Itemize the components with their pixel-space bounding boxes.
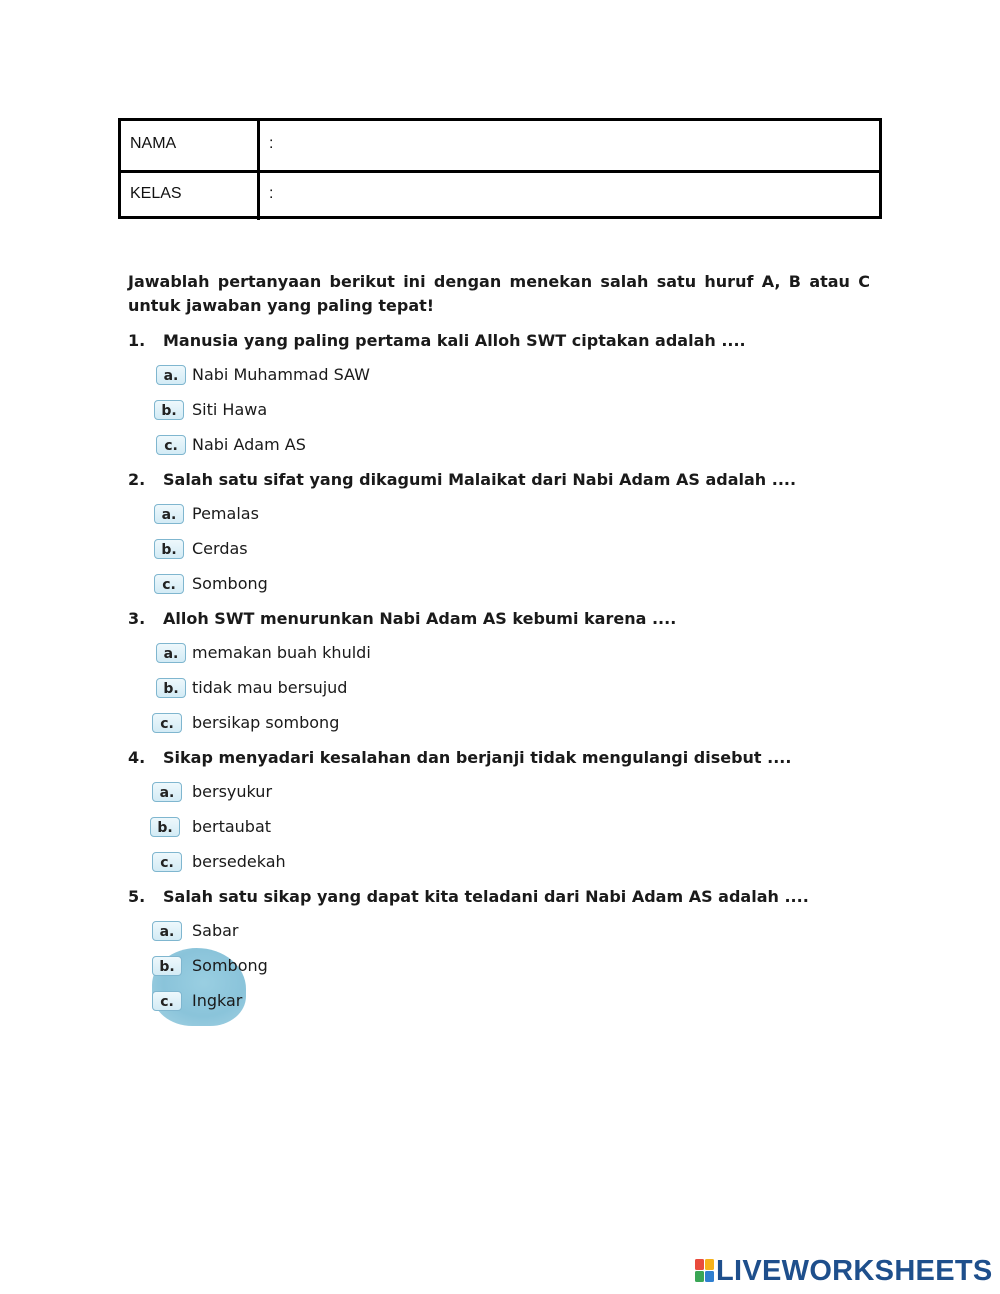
option-text: Ingkar [192,991,243,1010]
option-letter-button[interactable]: c. [154,574,184,594]
option-letter-button[interactable]: b. [150,817,180,837]
instruction-text: Jawablah pertanyaan berikut ini dengan menekan salah satu huruf A, B atau C untuk jawaban yang paling tepat! [128,272,870,315]
option-letter-button[interactable]: c. [152,852,182,872]
class-label: KELAS [130,185,182,202]
liveworksheets-wordmark: LIVEWORKSHEETS [716,1255,993,1287]
question-number: 2. [128,470,146,489]
option-text: Sabar [192,921,239,940]
name-row [121,121,879,173]
question-number: 3. [128,609,146,628]
option-text: tidak mau bersujud [192,678,348,697]
option-letter-button[interactable]: c. [152,713,182,733]
identity-table [118,118,882,219]
option-letter-button[interactable]: a. [152,921,182,941]
option-letter-button[interactable]: b. [154,539,184,559]
option-text: Siti Hawa [192,400,268,419]
option-letter-button[interactable]: b. [154,400,184,420]
question-text: Alloh SWT menurunkan Nabi Adam AS kebumi karena .... [163,609,677,628]
option-text: bersedekah [192,852,286,871]
name-colon[interactable]: : [269,135,274,152]
option-text: Nabi Muhammad SAW [192,365,370,384]
question-number: 4. [128,748,146,767]
option-letter-button[interactable]: c. [152,991,182,1011]
option-text: Sombong [192,956,268,975]
column-divider [257,121,260,170]
option-letter-button[interactable]: a. [154,504,184,524]
question-number: 5. [128,887,146,906]
liveworksheets-logo-icon [694,1258,716,1284]
option-text: Nabi Adam AS [192,435,306,454]
option-letter-button[interactable]: a. [156,365,186,385]
question-text: Sikap menyadari kesalahan dan berjanji tidak mengulangi disebut .... [163,748,792,767]
question-text: Manusia yang paling pertama kali Alloh SWT ciptakan adalah .... [163,331,746,350]
class-row [121,171,879,220]
option-text: bersyukur [192,782,273,801]
option-letter-button[interactable]: b. [152,956,182,976]
option-letter-button[interactable]: a. [152,782,182,802]
question-text: Salah satu sikap yang dapat kita teladani dari Nabi Adam AS adalah .... [163,887,809,906]
option-text: bertaubat [192,817,272,836]
name-label: NAMA [130,135,177,152]
option-text: Sombong [192,574,268,593]
option-letter-button[interactable]: b. [156,678,186,698]
option-text: Pemalas [192,504,259,523]
option-letter-button[interactable]: c. [156,435,186,455]
question-text: Salah satu sifat yang dikagumi Malaikat dari Nabi Adam AS adalah .... [163,470,797,489]
option-text: bersikap sombong [192,713,340,732]
question-number: 1. [128,331,146,350]
column-divider [257,171,260,220]
option-text: Cerdas [192,539,248,558]
option-letter-button[interactable]: a. [156,643,186,663]
option-text: memakan buah khuldi [192,643,371,662]
class-colon[interactable]: : [269,185,274,202]
